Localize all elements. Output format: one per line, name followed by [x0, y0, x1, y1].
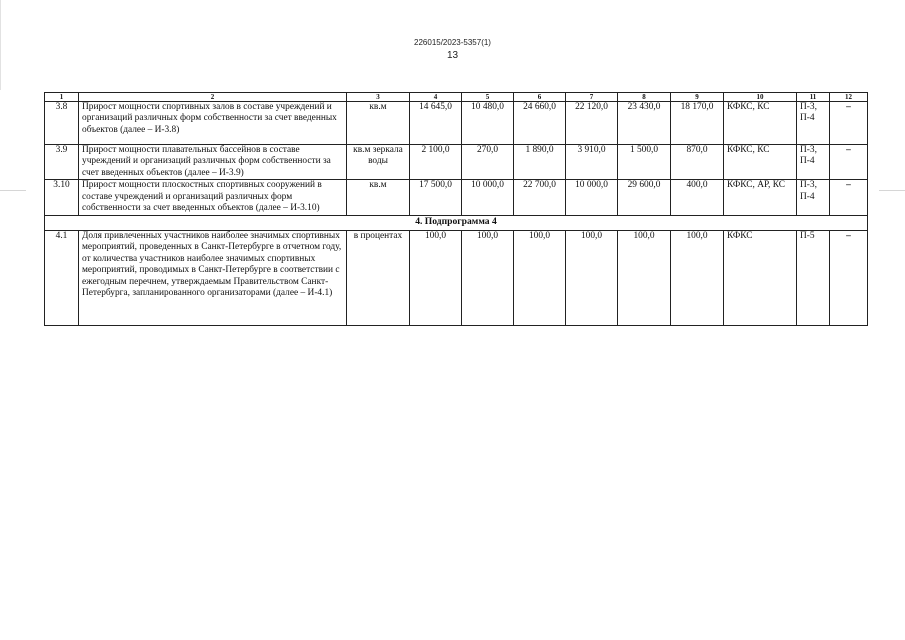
column-number: 11 — [797, 93, 830, 102]
indicator-name: Прирост мощности плавательных бассейнов в составе учреждений и организаций различных форм собственности за счет введенных объектов (далее – И-3.9) — [79, 145, 347, 180]
value-cell: 17 500,0 — [410, 180, 462, 215]
unit-cell: кв.м — [347, 102, 410, 145]
document-code: 226015/2023-5357(1) — [414, 38, 491, 47]
indicator-name: Прирост мощности плоскостных спортивных сооружений в составе учреждений и организаций различных форм собственности за счет введенных объектов (далее – И-3.10) — [79, 180, 347, 215]
section-title: 4. Подпрограмма 4 — [45, 215, 868, 230]
executor-cell: КФКС — [724, 230, 797, 325]
scan-artifact — [0, 190, 26, 191]
reference-cell: П-3, П-4 — [797, 180, 830, 215]
note-cell: – — [830, 230, 868, 325]
executor-cell: КФКС, КС — [724, 102, 797, 145]
reference-cell: П-3, П-4 — [797, 102, 830, 145]
value-cell: 400,0 — [671, 180, 724, 215]
row-number: 4.1 — [45, 230, 79, 325]
value-cell: 23 430,0 — [618, 102, 671, 145]
column-number: 8 — [618, 93, 671, 102]
value-cell: 100,0 — [514, 230, 566, 325]
indicator-name: Доля привлеченных участников наиболее значимых спортивных мероприятий, проведенных в Санкт-Петербурге в отчетном году, от количества участников наиболее значимых спортивных мероприятий, проводимых в Санкт-Петербурге в соответствии с ежегодным перечнем, утверждаемым Правительством Санкт-Петербурга, запланированного организаторами (далее – И-4.1) — [79, 230, 347, 325]
value-cell: 100,0 — [462, 230, 514, 325]
note-cell: – — [830, 180, 868, 215]
unit-cell: кв.м зеркала воды — [347, 145, 410, 180]
value-cell: 270,0 — [462, 145, 514, 180]
column-number: 5 — [462, 93, 514, 102]
unit-cell: кв.м — [347, 180, 410, 215]
value-cell: 24 660,0 — [514, 102, 566, 145]
reference-cell: П-3, П-4 — [797, 145, 830, 180]
value-cell: 29 600,0 — [618, 180, 671, 215]
value-cell: 870,0 — [671, 145, 724, 180]
column-number: 12 — [830, 93, 868, 102]
scan-artifact — [0, 0, 1, 90]
executor-cell: КФКС, АР, КС — [724, 180, 797, 215]
value-cell: 18 170,0 — [671, 102, 724, 145]
value-cell: 10 000,0 — [566, 180, 618, 215]
page-number: 13 — [446, 50, 459, 61]
column-number: 3 — [347, 93, 410, 102]
table-row — [45, 230, 868, 325]
value-cell: 10 000,0 — [462, 180, 514, 215]
column-number: 1 — [45, 93, 79, 102]
value-cell: 22 120,0 — [566, 102, 618, 145]
note-cell: – — [830, 145, 868, 180]
column-number: 7 — [566, 93, 618, 102]
table-row — [45, 102, 868, 145]
value-cell: 14 645,0 — [410, 102, 462, 145]
value-cell: 2 100,0 — [410, 145, 462, 180]
value-cell: 100,0 — [566, 230, 618, 325]
value-cell: 100,0 — [618, 230, 671, 325]
value-cell: 100,0 — [410, 230, 462, 325]
column-number-row — [45, 93, 868, 102]
column-number: 2 — [79, 93, 347, 102]
table-row — [45, 145, 868, 180]
note-cell: – — [830, 102, 868, 145]
scan-artifact — [879, 190, 905, 191]
column-number: 4 — [410, 93, 462, 102]
value-cell: 22 700,0 — [514, 180, 566, 215]
section-header-row — [45, 215, 868, 230]
unit-cell: в процентах — [347, 230, 410, 325]
executor-cell: КФКС, КС — [724, 145, 797, 180]
row-number: 3.9 — [45, 145, 79, 180]
row-number: 3.10 — [45, 180, 79, 215]
value-cell: 3 910,0 — [566, 145, 618, 180]
value-cell: 1 890,0 — [514, 145, 566, 180]
value-cell: 1 500,0 — [618, 145, 671, 180]
reference-cell: П-5 — [797, 230, 830, 325]
row-number: 3.8 — [45, 102, 79, 145]
column-number: 10 — [724, 93, 797, 102]
indicator-name: Прирост мощности спортивных залов в составе учреждений и организаций различных форм собственности за счет введенных объектов (далее – И-3.8) — [79, 102, 347, 145]
value-cell: 100,0 — [671, 230, 724, 325]
indicators-table — [44, 92, 868, 326]
column-number: 6 — [514, 93, 566, 102]
column-number: 9 — [671, 93, 724, 102]
table-row — [45, 180, 868, 215]
value-cell: 10 480,0 — [462, 102, 514, 145]
